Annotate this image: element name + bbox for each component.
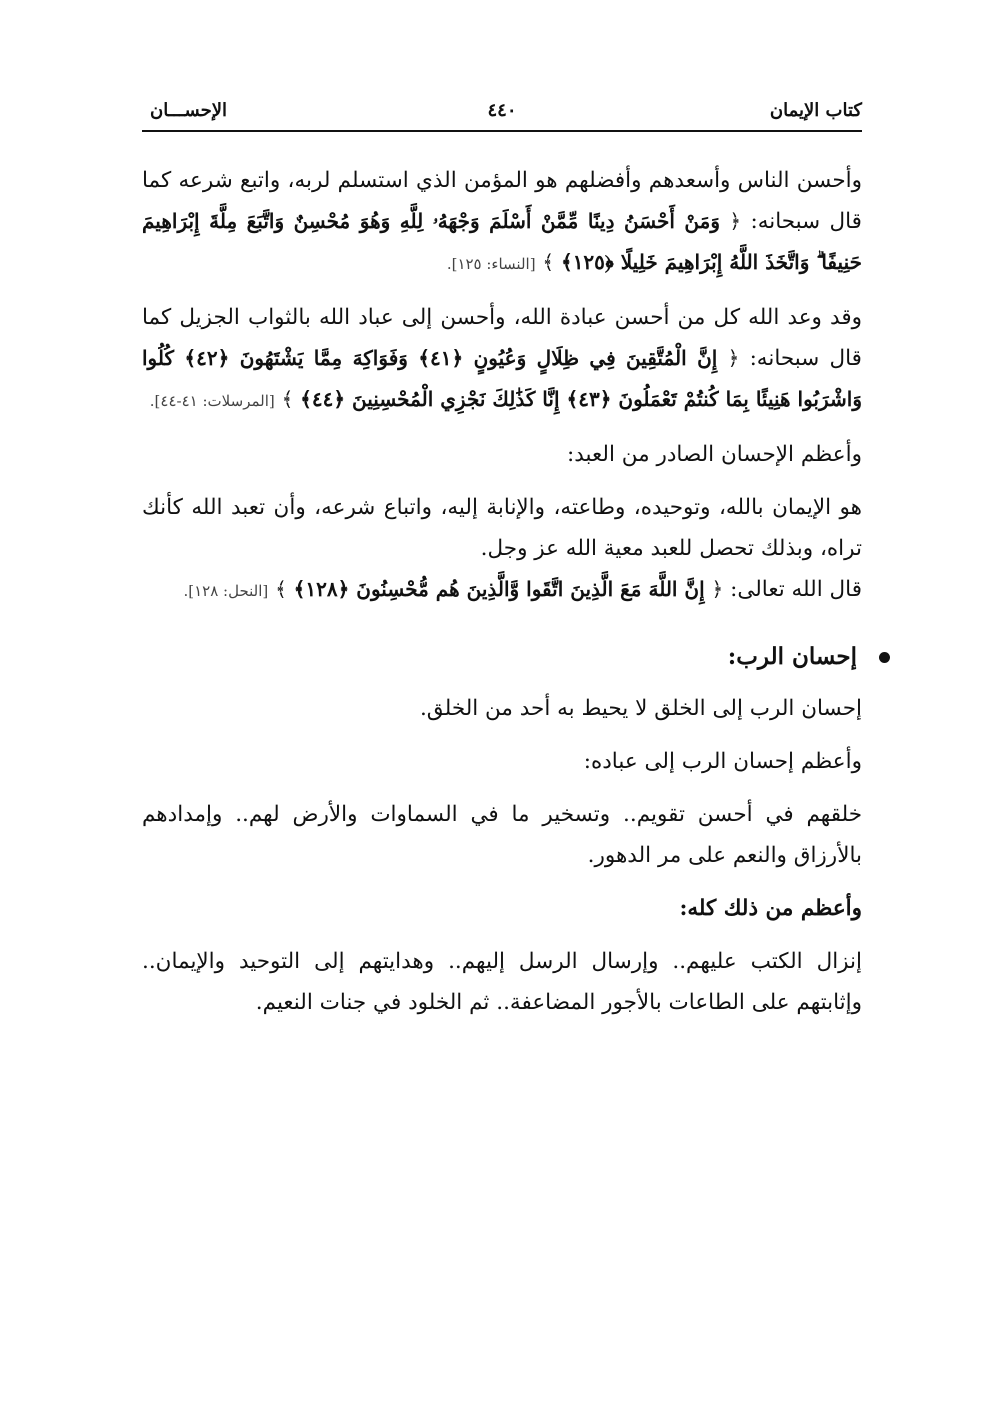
paragraph-10: إنزال الكتب عليهم.. وإرسال الرسل إليهم.. وهدايتهم إلى التوحيد والإيمان.. وإثابتهم على الطاعات بالأجور المضاعفة.. ثم الخلود في جنات النعيم.	[142, 949, 862, 1015]
verse-ref-nisa: [النساء: ١٢٥].	[446, 255, 536, 273]
verse-open-ornament: ﴿	[711, 577, 724, 601]
paragraph-2-text: وقد وعد الله كل من أحسن عبادة الله، وأحسن إلى عباد الله بالثواب الجزيل كما قال سبحانه:	[142, 305, 862, 371]
page-number: ٤٤٠	[487, 100, 517, 121]
paragraph-2	[142, 297, 862, 422]
paragraph-7: وأعظم إحسان الرب إلى عباده:	[583, 749, 862, 774]
section-heading	[142, 634, 862, 680]
verse-close-ornament: ﴾	[281, 387, 294, 411]
paragraph-4: هو الإيمان بالله، وتوحيده، وطاعته، والإنابة إليه، واتباع شرعه، وأن تعبد الله كأنك تراه، وبذلك تحصل للعبد معية الله عز وجل.	[142, 495, 862, 561]
paragraph-6: إحسان الرب إلى الخلق لا يحيط به أحد من الخلق.	[419, 696, 862, 721]
bullet-icon	[879, 652, 890, 663]
paragraph-9: وأعظم من ذلك كله:	[679, 896, 862, 921]
verse-open-ornament: ﴿	[727, 346, 740, 370]
chapter-title: الإحســـان	[150, 100, 227, 121]
paragraph-1	[142, 160, 862, 285]
verse-close-ornament: ﴾	[542, 250, 555, 274]
page-header	[142, 100, 862, 132]
book-page	[142, 0, 862, 1417]
verse-ref-nahl: [النحل: ١٢٨].	[183, 582, 269, 600]
page-body	[142, 160, 862, 1023]
verse-nisa-125: وَمَنْ أَحْسَنُ دِينًا مِّمَّنْ أَسْلَمَ وَجْهَهُۥ لِلَّهِ وَهُوَ مُحْسِنٌ وَاتَّبَعَ مِلَّةَ إِبْرَاهِيمَ حَنِيفًا ۗ وَاتَّخَذَ اللَّهُ إِبْرَاهِيمَ خَلِيلًا ﴿١٢٥﴾	[142, 209, 862, 274]
verse-open-ornament: ﴿	[729, 209, 742, 233]
verse-close-ornament: ﴾	[275, 577, 287, 601]
paragraph-5-text: قال الله تعالى:	[730, 577, 862, 602]
section-heading-text: إحسان الرب:	[727, 643, 857, 670]
paragraph-5	[142, 569, 862, 612]
paragraph-3: وأعظم الإحسان الصادر من العبد:	[567, 442, 862, 467]
verse-mursalat-41-44: إِنَّ الْمُتَّقِينَ فِي ظِلَالٍ وَعُيُونٍ ﴿٤١﴾ وَفَوَاكِهَ مِمَّا يَشْتَهُونَ ﴿٤٢﴾ كُلُوا وَاشْرَبُوا هَنِيئًا بِمَا كُنتُمْ تَعْمَلُونَ ﴿٤٣﴾ إِنَّا كَذَٰلِكَ نَجْزِي الْمُحْسِنِينَ ﴿٤٤﴾	[142, 346, 862, 411]
verse-ref-mursalat: [المرسلات: ٤١-٤٤].	[149, 392, 275, 410]
book-title: كتاب الإيمان	[769, 100, 862, 121]
paragraph-8: خلقهم في أحسن تقويم.. وتسخير ما في السماوات والأرض لهم.. وإمدادهم بالأرزاق والنعم على مر الدهور.	[142, 802, 862, 868]
paragraph-1-text: وأحسن الناس وأسعدهم وأفضلهم هو المؤمن الذي استسلم لربه، واتبع شرعه كما قال سبحانه:	[142, 168, 862, 234]
verse-nahl-128: إِنَّ اللَّهَ مَعَ الَّذِينَ اتَّقَوا وَّالَّذِينَ هُم مُّحْسِنُونَ ﴿١٢٨﴾	[293, 577, 705, 601]
